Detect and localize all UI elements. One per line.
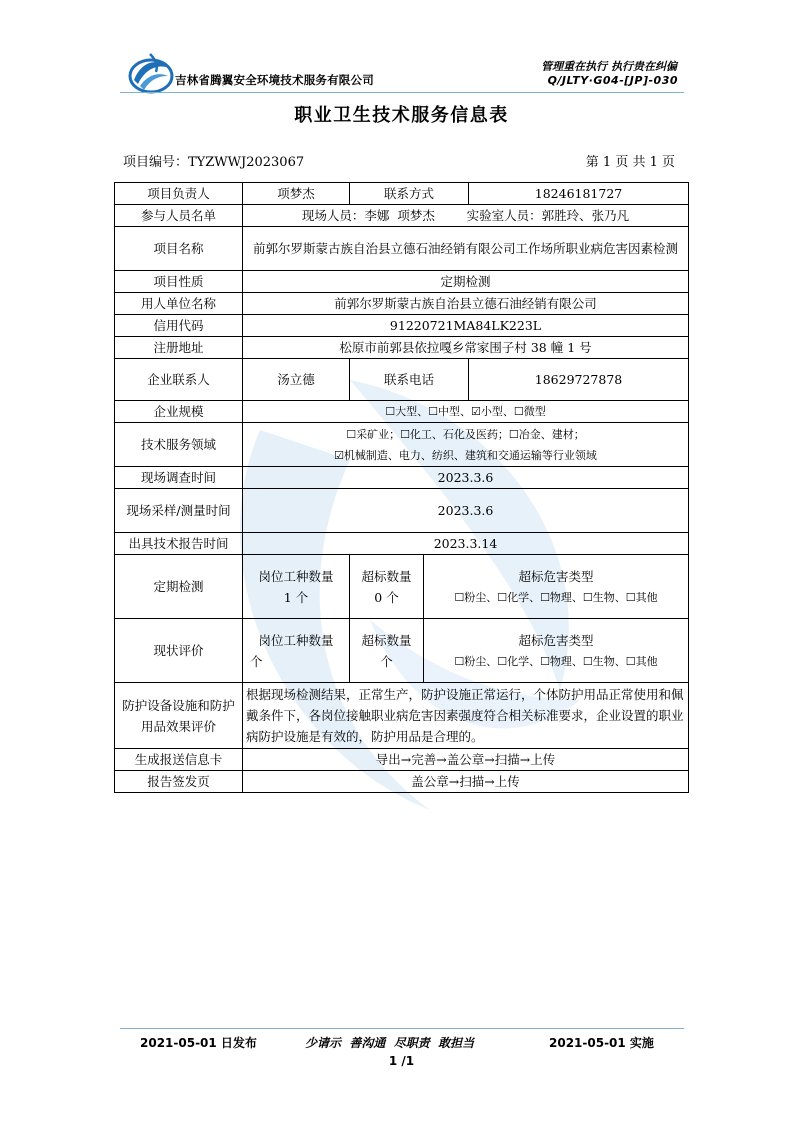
table-row: [115, 271, 689, 293]
survey-date: 2023.3.6: [243, 467, 689, 489]
ent-phone-value: 18629727878: [469, 359, 689, 401]
publish-date: 2021-05-01 日发布: [140, 1036, 257, 1050]
leader-value: 项梦杰: [243, 183, 350, 205]
ent-contact-label: 企业联系人: [115, 359, 243, 401]
periodic-exceed: [350, 555, 424, 619]
credit-label: 信用代码: [115, 315, 243, 337]
card-flow: 导出→完善→盖公章→扫描→上传: [243, 749, 689, 771]
issue-label: 报告签发页: [115, 771, 243, 793]
periodic-posts-label: 岗位工种数量: [258, 568, 334, 584]
status-exceed-label: 超标数量: [361, 632, 412, 648]
members-label: 参与人员名单: [115, 205, 243, 227]
periodic-label: 定期检测: [115, 555, 243, 619]
nature-value: 定期检测: [243, 271, 689, 293]
field-label: 技术服务领域: [115, 423, 243, 467]
footer-motto: 少请示 善沟通 尽职责 敢担当: [305, 1036, 475, 1050]
table-row: [115, 423, 689, 467]
periodic-types-label: 超标危害类型: [518, 568, 594, 584]
project-name-value: 前郭尔罗斯蒙古族自治县立德石油经销有限公司工作场所职业病危害因素检测: [243, 227, 689, 271]
table-row: [115, 183, 689, 205]
field-line-1: ☐采矿业；☐化工、石化及医药；☐冶金、建材；: [346, 427, 585, 441]
status-posts-value: 个: [250, 653, 263, 669]
sampling-date: 2023.3.6: [243, 489, 689, 533]
contact-label: 联系方式: [350, 183, 469, 205]
effective-date: 2021-05-01 实施: [549, 1036, 654, 1050]
periodic-exceed-label: 超标数量: [361, 568, 412, 584]
employer-value: 前郭尔罗斯蒙古族自治县立德石油经销有限公司: [243, 293, 689, 315]
field-line-2: ☑机械制造、电力、纺织、建筑和交通运输等行业领域: [334, 448, 597, 462]
periodic-posts: [243, 555, 350, 619]
address-label: 注册地址: [115, 337, 243, 359]
status-posts-label: 岗位工种数量: [258, 632, 334, 648]
document-title: 职业卫生技术服务信息表: [294, 105, 509, 126]
footer-rule: [120, 1028, 684, 1029]
status-types: [424, 619, 689, 683]
page-count: 第 1 页 共 1 页: [585, 155, 675, 170]
scale-value: ☐大型、☐中型、☑小型、☐微型: [243, 401, 689, 423]
report-label: 出具技术报告时间: [115, 533, 243, 555]
address-value: 松原市前郭县依拉嘎乡常家围子村 38 幢 1 号: [243, 337, 689, 359]
survey-label: 现场调查时间: [115, 467, 243, 489]
periodic-posts-value: 1 个: [283, 589, 309, 605]
header-slogan: 管理重在执行 执行贵在纠偏: [541, 60, 677, 73]
periodic-types: [424, 555, 689, 619]
table-row: [115, 489, 689, 533]
nature-label: 项目性质: [115, 271, 243, 293]
table-row: [115, 359, 689, 401]
table-row: [115, 749, 689, 771]
status-posts: [243, 619, 350, 683]
page-number: 1 /1: [388, 1054, 415, 1068]
table-row: [115, 205, 689, 227]
service-info-table: [114, 182, 689, 793]
leader-label: 项目负责人: [115, 183, 243, 205]
status-label: 现状评价: [115, 619, 243, 683]
table-row: [115, 293, 689, 315]
status-types-value: ☐粉尘、☐化学、☐物理、☐生物、☐其他: [454, 654, 658, 668]
contact-phone: 18246181727: [469, 183, 689, 205]
company-logo-icon: [128, 50, 174, 94]
protection-label: 防护设备设施和防护用品效果评价: [115, 683, 243, 749]
card-label: 生成报送信息卡: [115, 749, 243, 771]
status-types-label: 超标危害类型: [518, 632, 594, 648]
project-number: 项目编号：TYZWWJ2023067: [123, 155, 305, 170]
report-date: 2023.3.14: [243, 533, 689, 555]
sampling-label: 现场采样/测量时间: [115, 489, 243, 533]
field-value: [243, 423, 689, 467]
table-row: [115, 227, 689, 271]
table-row: [115, 619, 689, 683]
header-rule: [120, 92, 684, 93]
company-name: 吉林省腾翼安全环境技术服务有限公司: [175, 73, 374, 87]
status-exceed-value: 个: [380, 653, 393, 669]
issue-flow: 盖公章→扫描→上传: [243, 771, 689, 793]
table-row: [115, 467, 689, 489]
employer-label: 用人单位名称: [115, 293, 243, 315]
table-row: [115, 315, 689, 337]
document-code: Q/JLTY·G04-[JP]-030: [547, 74, 678, 87]
credit-value: 91220721MA84LK223L: [243, 315, 689, 337]
ent-phone-label: 联系电话: [350, 359, 469, 401]
project-name-label: 项目名称: [115, 227, 243, 271]
periodic-types-value: ☐粉尘、☐化学、☐物理、☐生物、☐其他: [454, 590, 658, 604]
table-row: [115, 555, 689, 619]
members-value: 现场人员：李娜 项梦杰 实验室人员：郭胜玲、张乃凡: [243, 205, 689, 227]
table-row: [115, 401, 689, 423]
ent-contact-value: 汤立德: [243, 359, 350, 401]
table-row: [115, 533, 689, 555]
table-row: [115, 337, 689, 359]
table-row: [115, 771, 689, 793]
protection-value: 根据现场检测结果，正常生产，防护设施正常运行，个体防护用品正常使用和佩戴条件下，各岗位接触职业病危害因素强度符合相关标准要求，企业设置的职业病防护设施是有效的，防护用品是合理的。: [243, 683, 689, 749]
scale-label: 企业规模: [115, 401, 243, 423]
periodic-exceed-value: 0 个: [374, 589, 399, 605]
table-row: [115, 683, 689, 749]
status-exceed: [350, 619, 424, 683]
